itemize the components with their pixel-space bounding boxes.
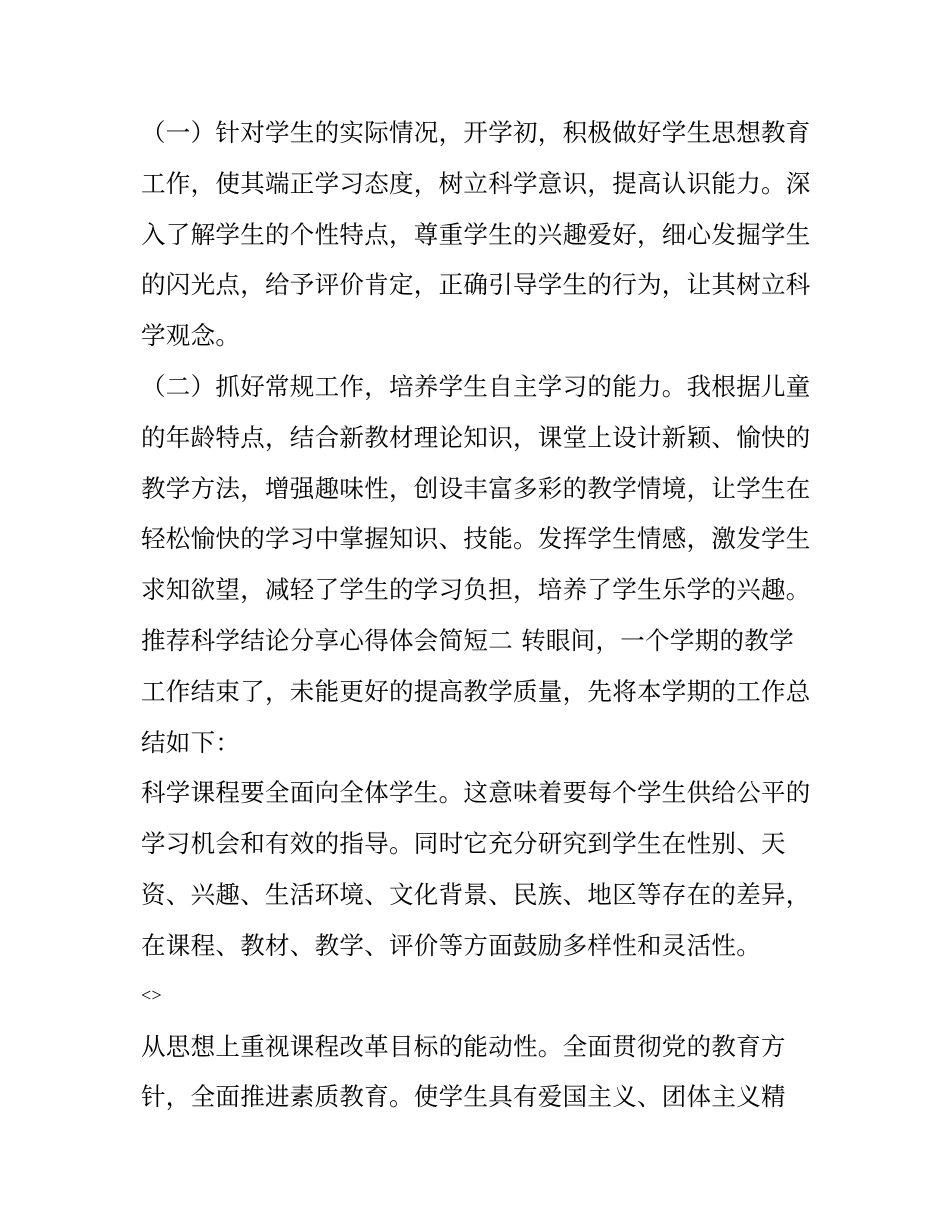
- text-line: 科学课程要全面向全体学生。这意味着要每个学生供给公平的: [141, 778, 811, 808]
- text-line: 工作结束了，未能更好的提高教学质量，先将本学期的工作总: [141, 676, 811, 706]
- text-line: 工作，使其端正学习态度，树立科学意识，提高认识能力。深: [141, 168, 811, 198]
- text-line: 入了解学生的个性特点，尊重学生的兴趣爱好，细心发掘学生: [141, 219, 811, 249]
- document-body: [141, 108, 821, 1123]
- text-line: 轻松愉快的学习中掌握知识、技能。发挥学生情感，激发学生: [141, 524, 811, 554]
- text-line: 结如下：: [141, 727, 241, 757]
- text-line: 针，全面推进素质教育。使学生具有爱国主义、团体主义精: [141, 1082, 786, 1112]
- text-line: 求知欲望，减轻了学生的学习负担，培养了学生乐学的兴趣。: [141, 575, 811, 605]
- text-line: 的年龄特点，结合新教材理论知识，课堂上设计新颖、愉快的: [141, 422, 811, 452]
- angle-bracket-marker: <>: [141, 984, 162, 1005]
- text-line: （二）抓好常规工作，培养学生自主学习的能力。我根据儿童: [141, 371, 811, 401]
- text-line: 资、兴趣、生活环境、文化背景、民族、地区等存在的差异，: [141, 879, 811, 909]
- text-line: 的闪光点，给予评价肯定，正确引导学生的行为，让其树立科: [141, 270, 811, 300]
- text-line: 推荐科学结论分享心得体会简短二 转眼间，一个学期的教学: [141, 625, 794, 655]
- text-line: 在课程、教材、教学、评价等方面鼓励多样性和灵活性。: [141, 930, 761, 960]
- text-line: 学习机会和有效的指导。同时它充分研究到学生在性别、天: [141, 829, 786, 859]
- text-line: （一）针对学生的实际情况，开学初，积极做好学生思想教育: [141, 118, 811, 147]
- text-line: 从思想上重视课程改革目标的能动性。全面贯彻党的教育方: [141, 1031, 786, 1061]
- text-line: 学观念。: [141, 321, 241, 351]
- text-line: 教学方法，增强趣味性，创设丰富多彩的教学情境，让学生在: [141, 473, 811, 503]
